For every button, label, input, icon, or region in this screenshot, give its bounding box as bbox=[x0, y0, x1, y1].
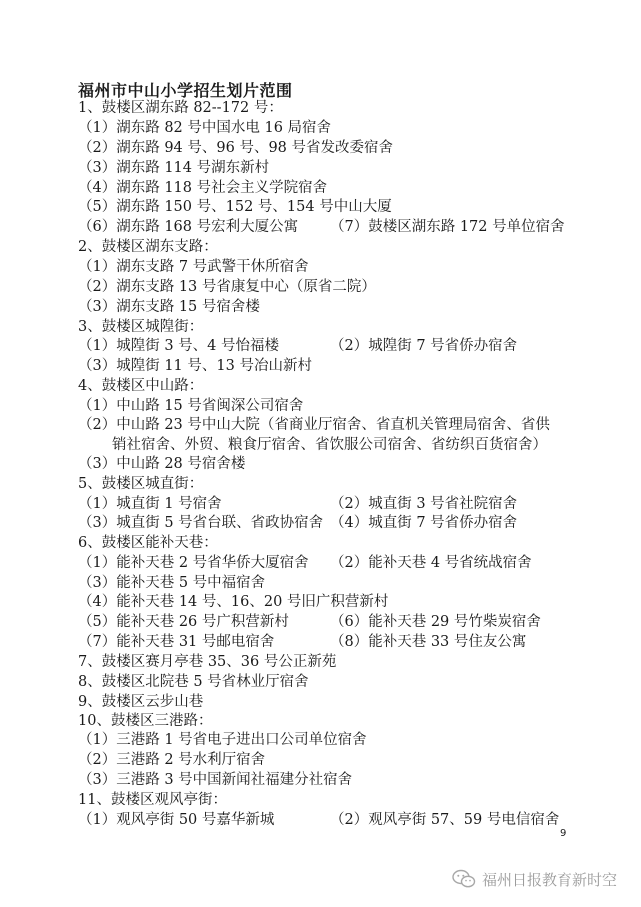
document-line: （2）湖东支路 13 号省康复中心（原省二院） bbox=[78, 279, 376, 295]
document-line: （2）中山路 23 号中山大院（省商业厅宿舍、省直机关管理局宿舍、省供 bbox=[78, 417, 550, 433]
document-line-second-column: （2）观风亭街 57、59 号电信宿舍 bbox=[330, 812, 560, 828]
document-line-second-column: （4）城直街 7 号省侨办宿舍 bbox=[330, 515, 518, 531]
document-title: 福州市中山小学招生划片范围 bbox=[78, 81, 293, 100]
document-line: 1、鼓楼区湖东路 82--172 号： bbox=[78, 100, 283, 116]
watermark-text: 福州日报教育新时空 bbox=[482, 870, 618, 889]
document-line: （1）城隍街 3 号、4 号怡福楼 bbox=[78, 338, 280, 354]
document-line: （1）中山路 15 号省闽深公司宿舍 bbox=[78, 398, 304, 414]
wechat-icon bbox=[452, 869, 476, 889]
document-line: （1）观风亭街 50 号嘉华新城 bbox=[78, 812, 275, 828]
document-line: （3）城隍街 11 号、13 号冶山新村 bbox=[78, 358, 312, 374]
document-line: 4、鼓楼区中山路： bbox=[78, 378, 204, 394]
document-line: （5）湖东路 150 号、152 号、154 号中山大厦 bbox=[78, 199, 392, 215]
document-line-second-column: （2）能补天巷 4 号省统战宿舍 bbox=[330, 555, 532, 571]
document-line: 2、鼓楼区湖东支路： bbox=[78, 239, 218, 255]
document-line: 6、鼓楼区能补天巷： bbox=[78, 535, 218, 551]
document-line: （2）三港路 2 号水利厅宿舍 bbox=[78, 752, 266, 768]
document-line: 3、鼓楼区城隍街： bbox=[78, 319, 204, 335]
document-line: （4）能补天巷 14 号、16、20 号旧广积营新村 bbox=[78, 594, 389, 610]
document-line-second-column: （8）能补天巷 33 号住友公寓 bbox=[330, 634, 527, 650]
document-line: （3）湖东路 114 号湖东新村 bbox=[78, 160, 270, 176]
document-line: 7、鼓楼区赛月亭巷 35、36 号公正新苑 bbox=[78, 654, 337, 670]
document-line: （3）三港路 3 号中国新闻社福建分社宿舍 bbox=[78, 772, 353, 788]
document-line: （3）湖东支路 15 号宿舍楼 bbox=[78, 299, 260, 315]
document-line: （1）湖东支路 7 号武警干休所宿舍 bbox=[78, 259, 309, 275]
document-line: 11、鼓楼区观风亭街： bbox=[78, 792, 227, 808]
document-line: 销社宿舍、外贸、粮食厅宿舍、省饮服公司宿舍、省纺织百货宿舍） bbox=[112, 437, 547, 453]
document-line: （7）能补天巷 31 号邮电宿舍 bbox=[78, 634, 275, 650]
document-line: （1）城直街 1 号宿舍 bbox=[78, 496, 222, 512]
document-line: （6）湖东路 168 号宏利大厦公寓 bbox=[78, 219, 299, 235]
document-line: （3）中山路 28 号宿舍楼 bbox=[78, 456, 246, 472]
document-line-second-column: （2）城直街 3 号省社院宿舍 bbox=[330, 496, 518, 512]
document-line: （1）湖东路 82 号中国水电 16 局宿舍 bbox=[78, 120, 332, 136]
document-line: （5）能补天巷 26 号广积营新村 bbox=[78, 614, 289, 630]
document-line-second-column: （7）鼓楼区湖东路 172 号单位宿舍 bbox=[330, 219, 565, 235]
document-line: 9、鼓楼区云步山巷 bbox=[78, 694, 204, 710]
document-line: （1）三港路 1 号省电子进出口公司单位宿舍 bbox=[78, 732, 367, 748]
document-line: 10、鼓楼区三港路： bbox=[78, 713, 213, 729]
document-line: （4）湖东路 118 号社会主义学院宿舍 bbox=[78, 180, 328, 196]
document-line: 8、鼓楼区北院巷 5 号省林业厅宿舍 bbox=[78, 674, 309, 690]
document-line: 5、鼓楼区城直街： bbox=[78, 476, 204, 492]
document-line: （2）湖东路 94 号、96 号、98 号省发改委宿舍 bbox=[78, 140, 394, 156]
document-line: （1）能补天巷 2 号省华侨大厦宿舍 bbox=[78, 555, 309, 571]
document-line: （3）城直街 5 号省台联、省政协宿舍 bbox=[78, 515, 324, 531]
document-line-second-column: （2）城隍街 7 号省侨办宿舍 bbox=[330, 338, 518, 354]
page-number: 9 bbox=[560, 828, 567, 839]
document-line: （3）能补天巷 5 号中福宿舍 bbox=[78, 575, 266, 591]
watermark bbox=[452, 868, 617, 890]
document-line-second-column: （6）能补天巷 29 号竹柴炭宿舍 bbox=[330, 614, 541, 630]
